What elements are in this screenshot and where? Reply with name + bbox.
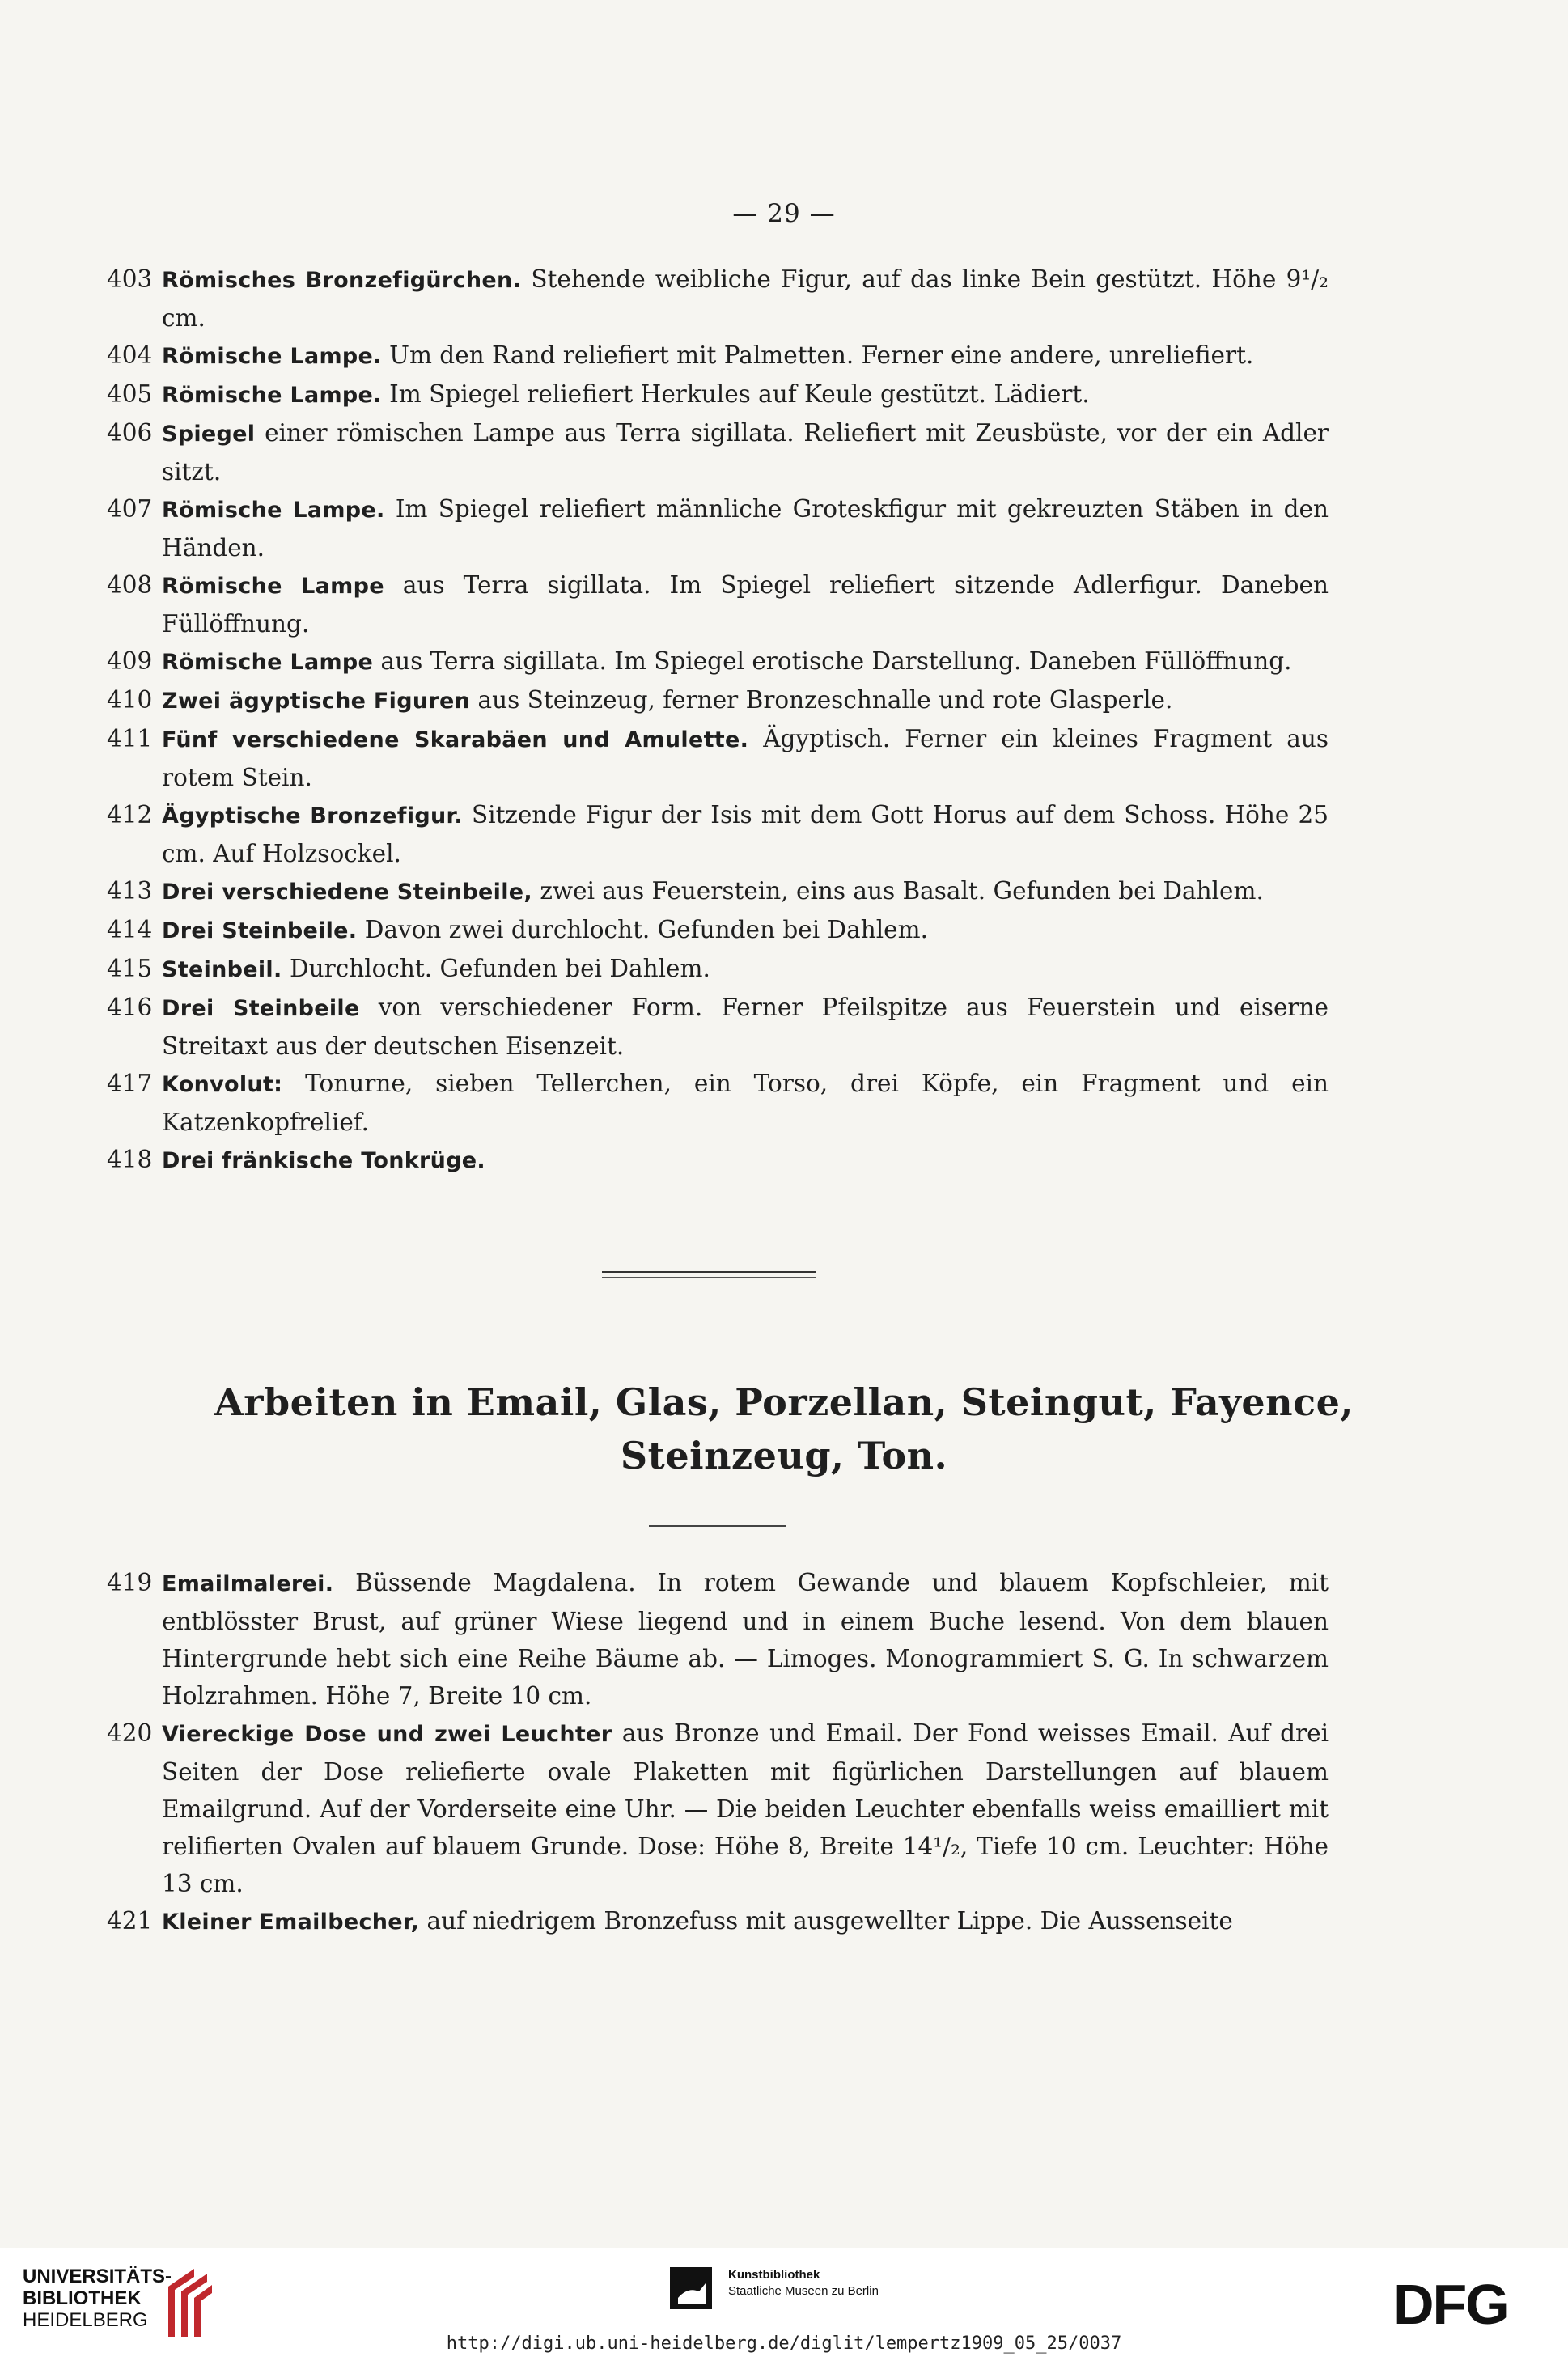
catalog-entry (107, 1715, 1329, 1902)
entry-title: Fünf verschiedene Skarabäen und Amulette. (162, 727, 749, 752)
entry-description: von verschiedener Form. Ferner Pfeilspitze aus Feuerstein und eiserne Streitaxt aus der deutschen Eisenzeit. (162, 994, 1329, 1060)
entry-number: 411 (107, 725, 153, 752)
dfg-logo[interactable]: DFG (1393, 2273, 1508, 2336)
catalog-entry (107, 1065, 1329, 1141)
entry-description: Tonurne, sieben Tellerchen, ein Torso, drei Köpfe, ein Fragment und ein Katzenkopfrelief. (162, 1070, 1329, 1136)
entry-title: Ägyptische Bronzefigur. (162, 803, 463, 829)
entry-description: Stehende weibliche Figur, auf das linke Bein gestützt. Höhe 9¹/₂ cm. (162, 265, 1329, 332)
entry-description: Sitzende Figur der Isis mit dem Gott Horus auf dem Schoss. Höhe 25 cm. Auf Holzsockel. (162, 801, 1329, 867)
entry-number: 403 (107, 265, 153, 293)
section-heading-line-1: Arbeiten in Email, Glas, Porzellan, Steingut, Fayence, (214, 1380, 1354, 1424)
catalog-entry (107, 261, 1329, 337)
entry-number: 408 (107, 571, 153, 599)
section-heading (0, 1375, 1568, 1482)
entry-number: 415 (107, 955, 153, 982)
ub-heidelberg-logo[interactable] (23, 2266, 172, 2331)
entry-number: 410 (107, 686, 153, 714)
heading-rule (649, 1525, 786, 1527)
entry-title: Römische Lampe (162, 650, 374, 675)
catalog-entry (107, 375, 1329, 414)
entry-title: Römische Lampe. (162, 383, 382, 408)
entry-title: Spiegel (162, 422, 256, 447)
entry-title: Drei fränkische Tonkrüge. (162, 1148, 485, 1173)
catalog-entry (107, 950, 1329, 989)
entry-description: einer römischen Lampe aus Terra sigillata. Reliefiert mit Zeusbüste, vor der ein Adler sitzt. (162, 419, 1329, 485)
entry-number: 407 (107, 495, 153, 523)
entry-description: Ägyptisch. Ferner ein kleines Fragment aus rotem Stein. (162, 725, 1329, 791)
entry-title: Drei Steinbeile. (162, 918, 358, 943)
catalog-entry (107, 911, 1329, 950)
catalog-entry (107, 1564, 1329, 1715)
entry-description: Büssende Magdalena. In rotem Gewande und blauem Kopfschleier, mit entblösster Brust, auf grüner Wiese liegend und in einem Buche lesend. Von dem blauen Hintergrunde hebt sich eine Reihe Bäume ab. — Limoges. Monogrammiert S. G. In schwarzem Holzrahmen. Höhe 7, Breite 10 cm. (162, 1569, 1329, 1710)
entry-number: 406 (107, 419, 153, 447)
catalog-entry (107, 1141, 1329, 1180)
entry-title: Konvolut: (162, 1072, 283, 1097)
entry-title: Drei Steinbeile (162, 996, 360, 1021)
entry-description: Durchlocht. Gefunden bei Dahlem. (289, 955, 710, 982)
entry-number: 412 (107, 801, 153, 829)
entry-title: Römische Lampe. (162, 498, 385, 523)
entry-description: Im Spiegel reliefiert Herkules auf Keule gestützt. Lädiert. (389, 380, 1090, 408)
entry-number: 417 (107, 1070, 153, 1097)
entry-description: aus Terra sigillata. Im Spiegel erotische Darstellung. Daneben Füllöffnung. (380, 647, 1292, 675)
catalog-entry (107, 566, 1329, 642)
entry-number: 413 (107, 877, 153, 905)
entry-number: 416 (107, 994, 153, 1021)
entry-description: auf niedrigem Bronzefuss mit ausgewellter Lippe. Die Aussenseite (426, 1907, 1233, 1935)
catalog-entry (107, 490, 1329, 566)
catalog-entry (107, 796, 1329, 872)
entry-title: Zwei ägyptische Figuren (162, 689, 471, 714)
decorative-rule (602, 1271, 816, 1278)
ub-logo-line-2: BIBLIOTHEK (23, 2287, 142, 2309)
entry-description: Im Spiegel reliefiert männliche Groteskfigur mit gekreuzten Stäben in den Händen. (162, 495, 1329, 562)
catalog-entry (107, 1902, 1329, 1941)
entry-description: aus Terra sigillata. Im Spiegel reliefiert sitzende Adlerfigur. Daneben Füllöffnung. (162, 571, 1329, 638)
entry-title: Römisches Bronzefigürchen. (162, 268, 522, 293)
catalog-entry (107, 337, 1329, 375)
catalog-entry (107, 642, 1329, 681)
catalog-entries-top (107, 261, 1329, 1180)
kb-line-1: Kunstbibliothek (728, 2268, 820, 2282)
catalog-entry (107, 720, 1329, 796)
entry-title: Drei verschiedene Steinbeile, (162, 880, 532, 905)
catalog-entry (107, 872, 1329, 911)
entry-number: 409 (107, 647, 153, 675)
ub-emblem-icon (162, 2262, 218, 2343)
entry-number: 421 (107, 1907, 153, 1935)
kunstbibliothek-icon (668, 2266, 717, 2314)
entry-number: 420 (107, 1719, 153, 1747)
catalog-entry (107, 681, 1329, 720)
entry-title: Kleiner Emailbecher, (162, 1910, 420, 1935)
kunstbibliothek-label (728, 2267, 879, 2300)
catalog-entry (107, 414, 1329, 490)
entry-title: Emailmalerei. (162, 1571, 334, 1596)
entry-title: Römische Lampe. (162, 344, 382, 369)
entry-title: Viereckige Dose und zwei Leuchter (162, 1722, 612, 1747)
entry-number: 418 (107, 1146, 153, 1173)
ub-logo-line-3: HEIDELBERG (23, 2309, 148, 2331)
page-number: — 29 — (732, 199, 836, 228)
entry-number: 414 (107, 916, 153, 943)
footer (0, 2248, 1568, 2361)
entry-description: zwei aus Feuerstein, eins aus Basalt. Gefunden bei Dahlem. (540, 877, 1264, 905)
entry-number: 419 (107, 1569, 153, 1596)
section-heading-line-2: Steinzeug, Ton. (620, 1434, 948, 1477)
catalog-entries-bottom (107, 1564, 1329, 1941)
source-url-link[interactable]: http://digi.ub.uni-heidelberg.de/diglit/lempertz1909_05_25/0037 (446, 2333, 1122, 2354)
entry-description: Davon zwei durchlocht. Gefunden bei Dahlem. (364, 916, 928, 943)
entry-description: Um den Rand reliefiert mit Palmetten. Ferner eine andere, unreliefiert. (389, 341, 1254, 369)
entry-title: Römische Lampe (162, 574, 384, 599)
entry-number: 405 (107, 380, 153, 408)
entry-title: Steinbeil. (162, 957, 282, 982)
entry-description: aus Steinzeug, ferner Bronzeschnalle und rote Glasperle. (477, 686, 1173, 714)
catalog-entry (107, 989, 1329, 1065)
kb-line-2: Staatliche Museen zu Berlin (728, 2284, 879, 2298)
entry-number: 404 (107, 341, 153, 369)
ub-logo-line-1: UNIVERSITÄTS- (23, 2266, 172, 2287)
entry-description: aus Bronze und Email. Der Fond weisses Email. Auf drei Seiten der Dose reliefierte ovale Plaketten mit figürlichen Darstellungen auf blauem Emailgrund. Auf der Vorderseite eine Uhr. — Die beiden Leuchter ebenfalls weiss emailliert mit relifierten Ovalen auf blauem Grunde. Dose: Höhe 8, Breite 14¹/₂, Tiefe 10 cm. Leuchter: Höhe 13 cm. (162, 1719, 1329, 1897)
